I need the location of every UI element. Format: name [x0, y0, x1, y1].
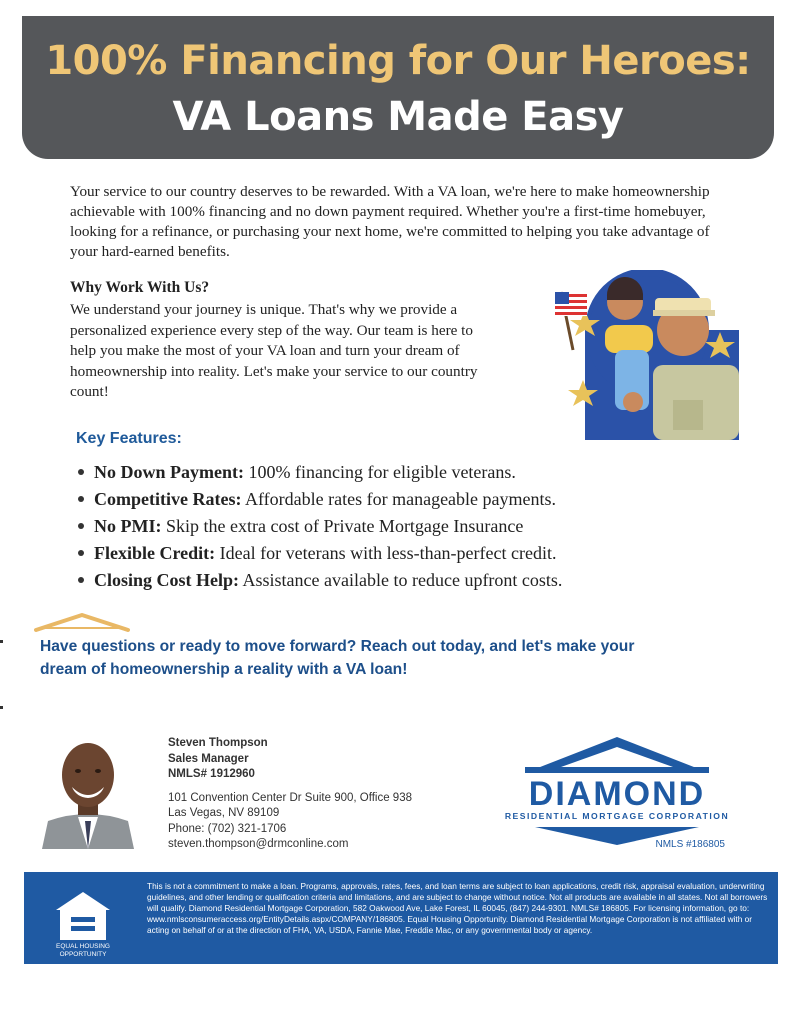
- agent-address-2: Las Vegas, NV 89109: [168, 807, 280, 819]
- roof-icon: [34, 612, 130, 634]
- logo-name: DIAMOND: [528, 775, 706, 813]
- list-item: [74, 459, 562, 486]
- list-item: [74, 540, 562, 567]
- feature-label: Flexible Credit:: [94, 543, 216, 563]
- intro-paragraph: Your service to our country deserves to be rewarded. With a VA loan, we're here to make homeownership achievable with 100% financing and no down payment required. Whether you're a first-time homebuyer, looking for a refinance, or purchasing your next home, we're committed to helping you take advantage of your hard-earned benefits.: [70, 183, 710, 260]
- logo-subtitle: RESIDENTIAL MORTGAGE CORPORATION: [504, 811, 730, 821]
- list-item: [74, 567, 562, 594]
- bullet-icon: [78, 550, 84, 556]
- call-to-action: [40, 635, 730, 681]
- title-banner: [22, 16, 774, 159]
- why-paragraph: We understand your journey is unique. That's why we provide a personalized experience every step of the way. Our team is here to help you make the most of your VA loan and turn your dream of homeownership into reality. Let's make your service to our country count!: [70, 301, 478, 400]
- list-item: [74, 486, 562, 513]
- scan-mark: [0, 640, 3, 643]
- agent-title: Sales Manager: [168, 752, 249, 765]
- list-item: [74, 513, 562, 540]
- contact-block: [168, 736, 412, 853]
- feature-label: No PMI:: [94, 516, 162, 536]
- legal-disclaimer: This is not a commitment to make a loan. Programs, approvals, rates, fees, and loan terms are subject to loan applications, credit risk, appraisal evaluation, underwriting guidelines, and other lending or qualification criteria and limitations, and are subject to change without notice. Not all products are available in all states. Not all borrowers will qualify. Diamond Residential Mortgage Corporation, 582 Oakwood Ave, Lake Forest, IL 60045, (847) 244-9301. NMLS# 186805. For licensing information, go to: www.nmlsconsumeraccess.org/EntityDetails.aspx/COMPANY/186805. Equal Housing Opportunity. Diamond Residential Mortgage Corporation is not affiliated with or acting on behalf of or at the direction of FHA, VA, USDA, Fannie Mae, Freddie Mac, or any governmental body or agency.: [147, 881, 768, 935]
- feature-text: Affordable rates for manageable payments.: [244, 489, 557, 509]
- logo-nmls: NMLS #186805: [655, 839, 725, 850]
- feature-label: No Down Payment:: [94, 462, 244, 482]
- veteran-illustration: [555, 270, 739, 440]
- agent-email[interactable]: steven.thompson@drmconline.com: [168, 838, 349, 850]
- key-features-heading: Key Features:: [76, 430, 182, 447]
- key-features-list: [74, 459, 562, 594]
- agent-name: Steven Thompson: [168, 737, 268, 749]
- footer-disclaimer-bar: [24, 872, 778, 964]
- eho-line-2: OPPORTUNITY: [59, 951, 107, 958]
- eho-line-1: EQUAL HOUSING: [56, 943, 110, 950]
- title-line-2: VA Loans Made Easy: [172, 94, 624, 140]
- scan-mark: [0, 706, 3, 709]
- feature-label: Competitive Rates:: [94, 489, 242, 509]
- feature-text: Ideal for veterans with less-than-perfect credit.: [219, 543, 557, 563]
- bullet-icon: [78, 523, 84, 529]
- why-heading: Why Work With Us?: [70, 279, 210, 296]
- agent-phone[interactable]: Phone: (702) 321-1706: [168, 822, 287, 835]
- equal-housing-icon: [48, 888, 118, 958]
- bullet-icon: [78, 469, 84, 475]
- title-line-1: 100% Financing for Our Heroes:: [45, 38, 751, 84]
- feature-text: 100% financing for eligible veterans.: [248, 462, 516, 482]
- feature-text: Skip the extra cost of Private Mortgage Insurance: [165, 516, 524, 536]
- agent-photo: [38, 737, 138, 849]
- cta-line-2: dream of homeownership a reality with a VA loan!: [40, 661, 408, 678]
- agent-address-1: 101 Convention Center Dr Suite 900, Office 938: [168, 791, 412, 804]
- agent-nmls: NMLS# 1912960: [168, 768, 255, 780]
- feature-text: Assistance available to reduce upfront costs.: [242, 570, 563, 590]
- company-logo: [495, 735, 740, 855]
- bullet-icon: [78, 577, 84, 583]
- bullet-icon: [78, 496, 84, 502]
- cta-line-1: Have questions or ready to move forward? Reach out today, and let's make your: [40, 638, 635, 655]
- feature-label: Closing Cost Help:: [94, 570, 240, 590]
